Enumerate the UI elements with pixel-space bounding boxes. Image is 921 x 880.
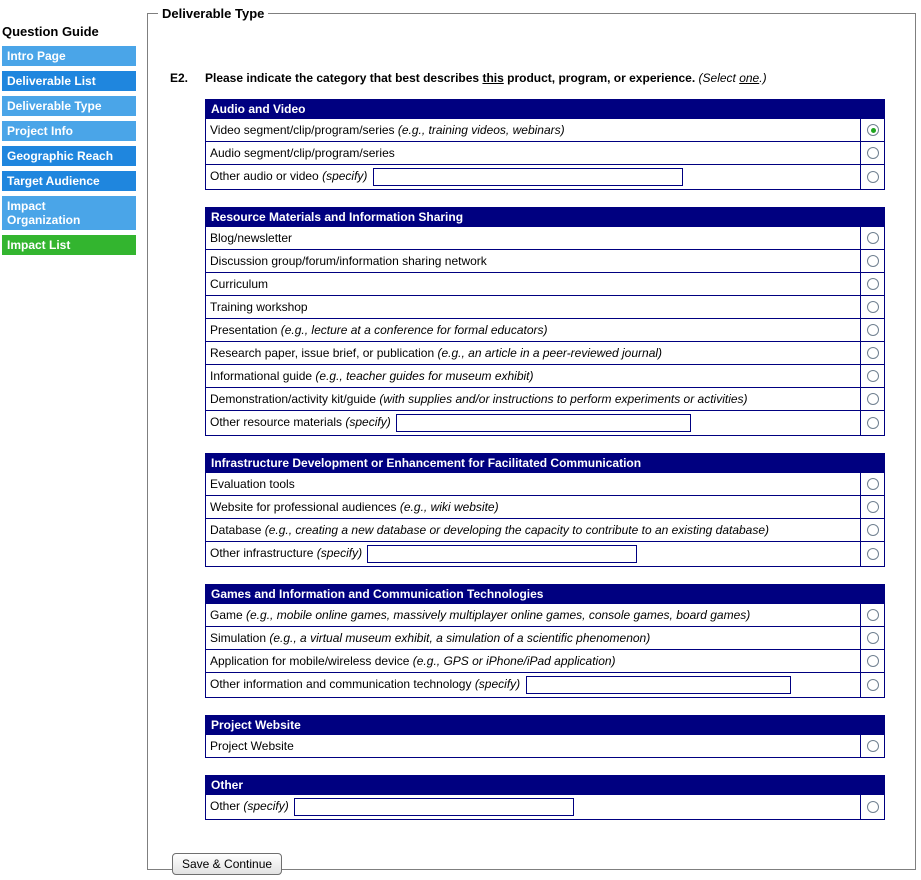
- specify-input[interactable]: [526, 676, 791, 694]
- radio-button[interactable]: [867, 417, 879, 429]
- option-label: Other (specify): [206, 795, 861, 820]
- option-label: Project Website: [206, 735, 861, 758]
- radio-cell: [861, 142, 885, 165]
- question-guide-title: Question Guide: [2, 24, 99, 39]
- sidebar-item-label: Geographic Reach: [7, 149, 114, 163]
- option-label: Website for professional audiences (e.g., wiki website): [206, 496, 861, 519]
- option-row: [206, 542, 885, 567]
- option-row: [206, 365, 885, 388]
- section-header: Other: [206, 776, 885, 795]
- option-row: [206, 342, 885, 365]
- category-table: [205, 775, 885, 820]
- radio-cell: [861, 296, 885, 319]
- sidebar-item-label: Project Info: [7, 124, 74, 138]
- radio-cell: [861, 119, 885, 142]
- radio-button[interactable]: [867, 679, 879, 691]
- radio-cell: [861, 388, 885, 411]
- radio-button[interactable]: [867, 171, 879, 183]
- sidebar-item-label: Deliverable Type: [7, 99, 102, 113]
- radio-cell: [861, 342, 885, 365]
- radio-button[interactable]: [867, 278, 879, 290]
- option-label: Blog/newsletter: [206, 227, 861, 250]
- sidebar-item-label: Deliverable List: [7, 74, 96, 88]
- option-row: [206, 119, 885, 142]
- option-row: [206, 795, 885, 820]
- option-row: [206, 735, 885, 758]
- option-label: Presentation (e.g., lecture at a conference for formal educators): [206, 319, 861, 342]
- radio-cell: [861, 365, 885, 388]
- sidebar-item-label: Target Audience: [7, 174, 100, 188]
- sidebar-item-impact-organization[interactable]: [2, 196, 136, 230]
- option-label: Curriculum: [206, 273, 861, 296]
- specify-input[interactable]: [396, 414, 691, 432]
- option-row: [206, 473, 885, 496]
- radio-button[interactable]: [867, 609, 879, 621]
- option-row: [206, 496, 885, 519]
- radio-button[interactable]: [867, 548, 879, 560]
- radio-cell: [861, 496, 885, 519]
- radio-button-selected[interactable]: [867, 124, 879, 136]
- option-label: Demonstration/activity kit/guide (with supplies and/or instructions to perform experiments or activities): [206, 388, 861, 411]
- sidebar-item-intro-page[interactable]: [2, 46, 136, 66]
- radio-button[interactable]: [867, 347, 879, 359]
- option-row: [206, 388, 885, 411]
- option-label: Other infrastructure (specify): [206, 542, 861, 567]
- radio-button[interactable]: [867, 324, 879, 336]
- radio-cell: [861, 273, 885, 296]
- option-label: Game (e.g., mobile online games, massively multiplayer online games, console games, board games): [206, 604, 861, 627]
- radio-cell: [861, 473, 885, 496]
- sidebar-item-target-audience[interactable]: [2, 171, 136, 191]
- radio-button[interactable]: [867, 301, 879, 313]
- option-row: [206, 142, 885, 165]
- radio-cell: [861, 627, 885, 650]
- section-header: Games and Information and Communication Technologies: [206, 585, 885, 604]
- option-label: Other information and communication technology (specify): [206, 673, 861, 698]
- option-label: Evaluation tools: [206, 473, 861, 496]
- sidebar-item-project-info[interactable]: [2, 121, 136, 141]
- option-label: Training workshop: [206, 296, 861, 319]
- radio-button[interactable]: [867, 501, 879, 513]
- option-row: [206, 227, 885, 250]
- fieldset-legend: Deliverable Type: [162, 6, 265, 21]
- category-table: [205, 207, 885, 436]
- radio-button[interactable]: [867, 370, 879, 382]
- option-row: [206, 650, 885, 673]
- radio-cell: [861, 165, 885, 190]
- option-row: [206, 411, 885, 436]
- option-label: Video segment/clip/program/series (e.g., training videos, webinars): [206, 119, 861, 142]
- category-table: [205, 453, 885, 567]
- option-label: Other audio or video (specify): [206, 165, 861, 190]
- radio-button[interactable]: [867, 255, 879, 267]
- option-label: Informational guide (e.g., teacher guides for museum exhibit): [206, 365, 861, 388]
- question-line: [170, 71, 915, 85]
- radio-cell: [861, 542, 885, 567]
- option-label: Other resource materials (specify): [206, 411, 861, 436]
- deliverable-type-fieldset: [147, 6, 916, 870]
- option-row: [206, 319, 885, 342]
- radio-button[interactable]: [867, 801, 879, 813]
- option-row: [206, 250, 885, 273]
- option-label: Application for mobile/wireless device (e.g., GPS or iPhone/iPad application): [206, 650, 861, 673]
- radio-cell: [861, 250, 885, 273]
- question-note: (Select one.): [695, 71, 767, 85]
- radio-cell: [861, 650, 885, 673]
- radio-button[interactable]: [867, 147, 879, 159]
- option-row: [206, 673, 885, 698]
- category-table: [205, 99, 885, 190]
- radio-cell: [861, 673, 885, 698]
- sidebar-item-geographic-reach[interactable]: [2, 146, 136, 166]
- option-label: Simulation (e.g., a virtual museum exhibit, a simulation of a scientific phenomenon): [206, 627, 861, 650]
- section-header: Audio and Video: [206, 100, 885, 119]
- specify-input[interactable]: [294, 798, 574, 816]
- radio-button[interactable]: [867, 393, 879, 405]
- option-label: Database (e.g., creating a new database or developing the capacity to contribute to an existing database): [206, 519, 861, 542]
- radio-button[interactable]: [867, 478, 879, 490]
- section-header: Project Website: [206, 716, 885, 735]
- radio-cell: [861, 735, 885, 758]
- sidebar-items: [2, 46, 136, 255]
- sidebar-item-deliverable-type[interactable]: [2, 96, 136, 116]
- radio-button[interactable]: [867, 524, 879, 536]
- option-row: [206, 165, 885, 190]
- specify-input[interactable]: [367, 545, 637, 563]
- specify-input[interactable]: [373, 168, 683, 186]
- option-row: [206, 604, 885, 627]
- question-guide-sidebar: [2, 24, 136, 260]
- question-number: E2.: [170, 71, 189, 85]
- question-text: Please indicate the category that best describes this product, program, or experience. (Select one.): [205, 71, 767, 85]
- category-table: [205, 715, 885, 758]
- radio-button[interactable]: [867, 655, 879, 667]
- option-row: [206, 627, 885, 650]
- radio-button[interactable]: [867, 232, 879, 244]
- radio-button[interactable]: [867, 740, 879, 752]
- radio-cell: [861, 227, 885, 250]
- sidebar-item-deliverable-list[interactable]: [2, 71, 136, 91]
- radio-cell: [861, 795, 885, 820]
- radio-cell: [861, 319, 885, 342]
- sidebar-item-impact-list[interactable]: [2, 235, 136, 255]
- sidebar-item-label: Intro Page: [7, 49, 66, 63]
- radio-cell: [861, 411, 885, 436]
- radio-cell: [861, 604, 885, 627]
- option-label: Audio segment/clip/program/series: [206, 142, 861, 165]
- option-row: [206, 273, 885, 296]
- option-label: Discussion group/forum/information sharing network: [206, 250, 861, 273]
- radio-cell: [861, 519, 885, 542]
- sidebar-item-label: Impact List: [7, 238, 71, 252]
- option-row: [206, 519, 885, 542]
- sidebar-item-label: Impact Organization: [7, 199, 81, 227]
- option-row: [206, 296, 885, 319]
- section-header: Resource Materials and Information Sharing: [206, 208, 885, 227]
- option-label: Research paper, issue brief, or publication (e.g., an article in a peer-reviewed journal): [206, 342, 861, 365]
- category-sections: [205, 99, 885, 820]
- section-header: Infrastructure Development or Enhancement for Facilitated Communication: [206, 454, 885, 473]
- radio-button[interactable]: [867, 632, 879, 644]
- save-continue-button[interactable]: Save & Continue: [172, 853, 282, 875]
- category-table: [205, 584, 885, 698]
